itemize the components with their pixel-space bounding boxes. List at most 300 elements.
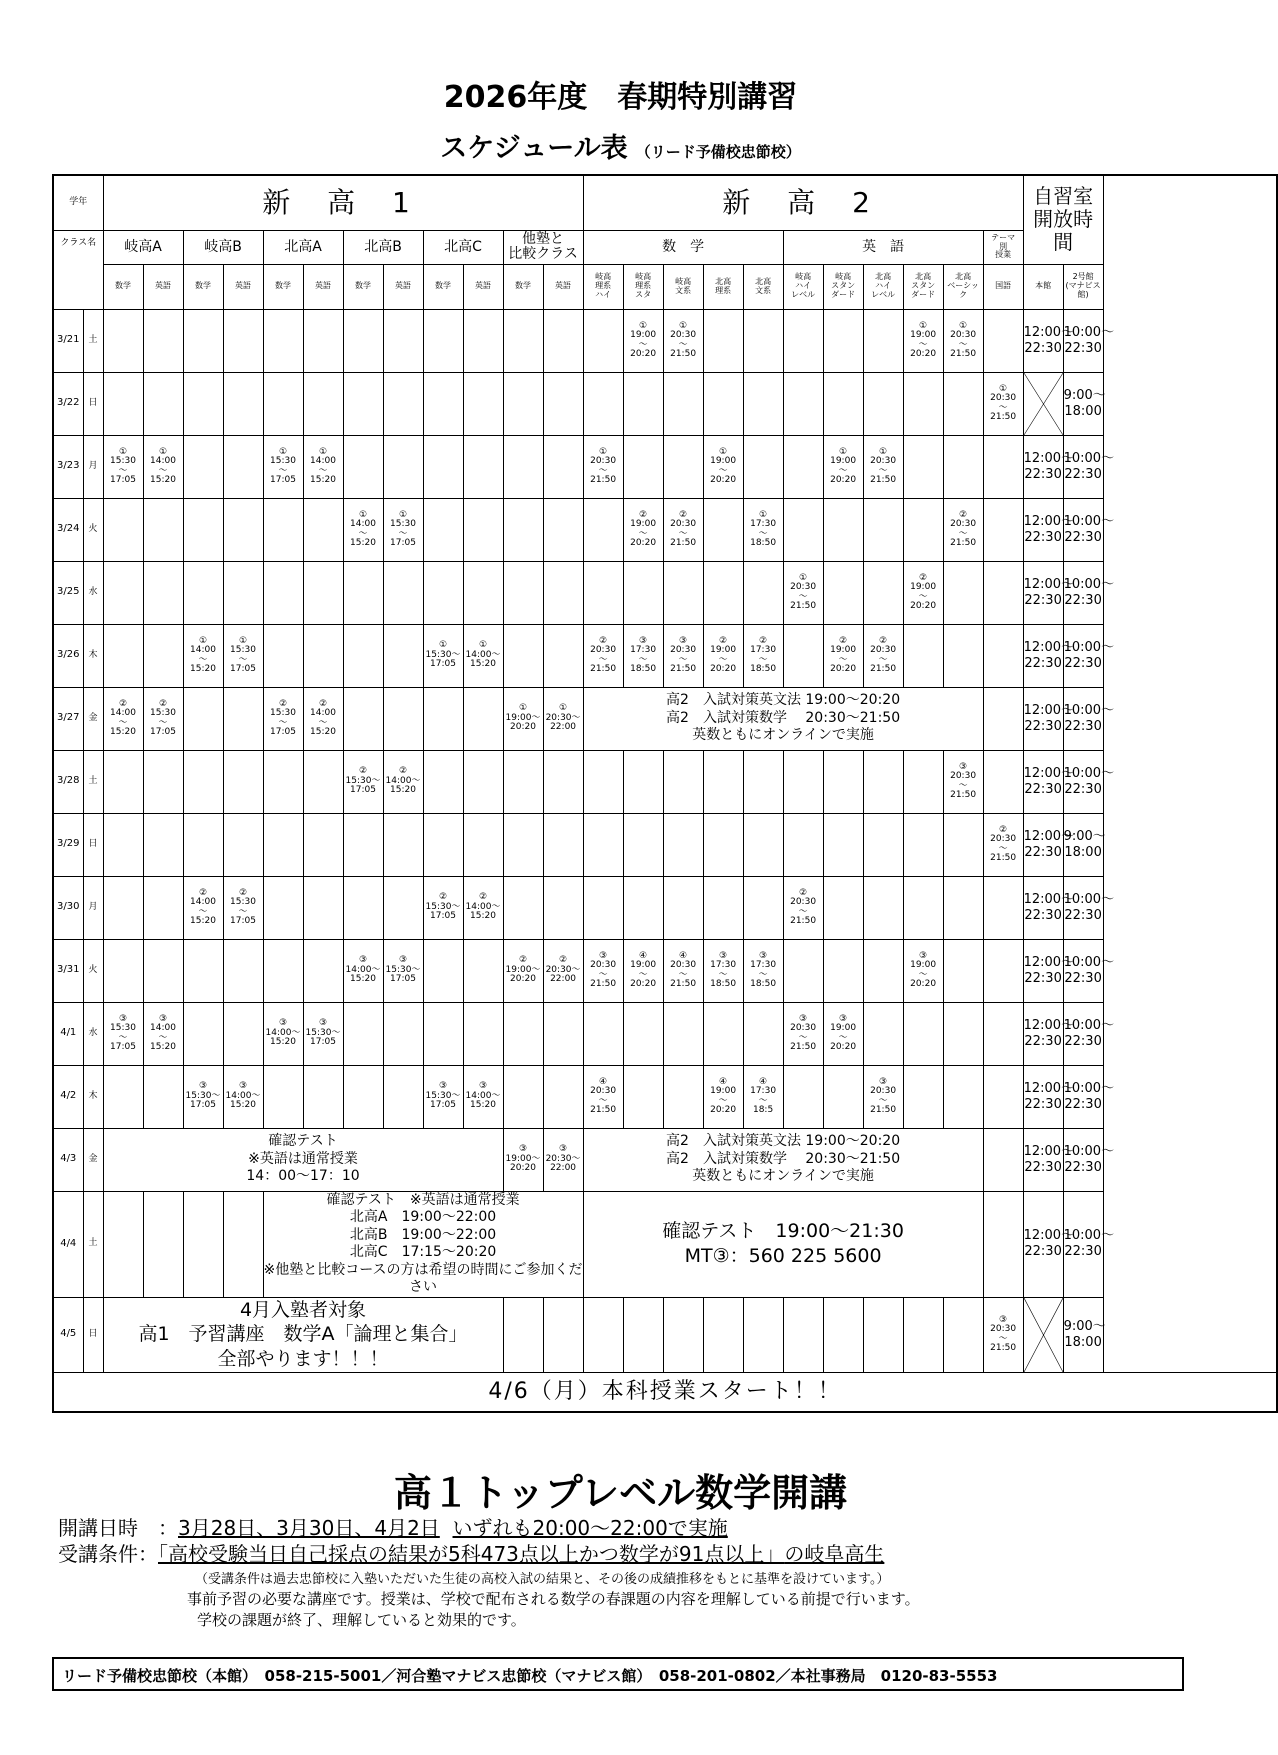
closed-cell	[1023, 1297, 1063, 1372]
theme-sub: 国語	[983, 264, 1023, 309]
schedule-table	[52, 174, 1278, 1413]
promo-date-tail: いずれも20:00〜22:00で実施	[452, 1516, 728, 1540]
kou2-english-sub-2: 北高 ハイ レベル	[863, 264, 903, 309]
empty-cell	[783, 939, 823, 1002]
kou1-prep-course: 4月入塾者対象 高1 予習講座 数学A「論理と集合」 全部やります！！！	[103, 1297, 503, 1372]
empty-cell	[183, 561, 223, 624]
empty-cell	[103, 939, 143, 1002]
empty-cell	[583, 561, 623, 624]
lesson-cell: ② 19:00 〜 20:20	[703, 624, 743, 687]
room-annex-hours: 10:00〜 22:30	[1063, 498, 1103, 561]
empty-cell	[623, 1002, 663, 1065]
row-date: 4/3	[53, 1128, 83, 1191]
subject-math: 数学	[103, 264, 143, 309]
start-banner: 4/6（月）本科授業スタート！！	[53, 1372, 1277, 1412]
empty-cell	[983, 939, 1023, 1002]
lesson-cell: ② 20:30 〜 21:50	[863, 624, 903, 687]
room-main-hours: 12:00〜 22:30	[1023, 498, 1063, 561]
schedule-row	[53, 435, 1277, 498]
subtitle-text: スケジュール表	[440, 133, 628, 164]
empty-cell	[743, 813, 783, 876]
empty-cell	[543, 1002, 583, 1065]
grade-label: 学年	[53, 175, 103, 230]
lesson-cell: ③ 20:30 〜 21:50	[983, 1297, 1023, 1372]
lesson-cell: ② 14:00 〜 15:20	[103, 687, 143, 750]
lesson-cell: ② 15:30 〜 17:05	[143, 687, 183, 750]
lesson-cell: ④ 20:30 〜 21:50	[583, 1065, 623, 1128]
row-weekday: 火	[83, 498, 103, 561]
closed-x-icon	[1024, 373, 1063, 435]
empty-cell	[263, 939, 303, 1002]
empty-cell	[103, 750, 143, 813]
lesson-cell: ④ 19:00 〜 20:20	[703, 1065, 743, 1128]
empty-cell	[223, 687, 263, 750]
empty-cell	[663, 876, 703, 939]
empty-cell	[383, 1002, 423, 1065]
kou2-test-note: 確認テスト 19:00〜21:30 MT③：560 225 5600	[583, 1191, 983, 1297]
footer-contact: リード予備校忠節校（本館） 058-215-5001／河合塾マナビス忠節校（マナビス館） 058-201-0802／本社事務局 0120-83-5553	[52, 1657, 1184, 1691]
empty-cell	[303, 498, 343, 561]
empty-cell	[463, 939, 503, 1002]
start-row	[53, 1372, 1277, 1412]
empty-cell	[783, 309, 823, 372]
empty-cell	[703, 372, 743, 435]
empty-cell	[903, 624, 943, 687]
room-main: 本館	[1023, 264, 1063, 309]
subject-english: 英語	[143, 264, 183, 309]
room-annex-hours: 10:00〜 22:30	[1063, 750, 1103, 813]
empty-cell	[423, 813, 463, 876]
empty-cell	[903, 435, 943, 498]
row-weekday: 日	[83, 1297, 103, 1372]
empty-cell	[143, 372, 183, 435]
empty-cell	[463, 372, 503, 435]
empty-cell	[423, 1002, 463, 1065]
empty-cell	[383, 372, 423, 435]
empty-cell	[903, 1002, 943, 1065]
empty-cell	[983, 624, 1023, 687]
lesson-cell: ③ 14:00 〜 15:20	[143, 1002, 183, 1065]
kou2-english-sub-0: 岐高 ハイ レベル	[783, 264, 823, 309]
empty-cell	[103, 498, 143, 561]
kou1-test-note: 確認テスト ※英語は通常授業 北高A 19:00〜22:00 北高B 19:00〜22:00 北高C 17:15〜20:20 ※他塾と比較コースの方は希望の時間にご参加ください	[263, 1191, 583, 1295]
empty-cell	[503, 498, 543, 561]
schedule-row	[53, 876, 1277, 939]
schedule-row	[53, 1065, 1277, 1128]
empty-cell	[663, 750, 703, 813]
theme-heading: テーマ 別 授業	[983, 230, 1023, 264]
empty-cell	[503, 1065, 543, 1128]
subject-math: 数学	[343, 264, 383, 309]
empty-cell	[623, 813, 663, 876]
lesson-cell: ① 19:00 〜 20:20	[903, 309, 943, 372]
empty-cell	[983, 1128, 1023, 1191]
empty-cell	[383, 624, 423, 687]
kou1-class-2: 北高A	[263, 230, 343, 264]
row-date: 3/29	[53, 813, 83, 876]
header-row-subject	[53, 264, 1277, 309]
empty-cell	[263, 876, 303, 939]
empty-cell	[503, 561, 543, 624]
empty-cell	[743, 1002, 783, 1065]
schedule-row	[53, 750, 1277, 813]
empty-cell	[263, 624, 303, 687]
empty-cell	[783, 624, 823, 687]
row-date: 3/28	[53, 750, 83, 813]
kou2-math-sub-3: 北高 理系	[703, 264, 743, 309]
kou2-english-sub-1: 岐高 スタン ダード	[823, 264, 863, 309]
lesson-cell: ① 14:00〜 15:20	[463, 624, 503, 687]
closed-x-icon	[1024, 1298, 1063, 1372]
subject-english: 英語	[303, 264, 343, 309]
schedule-row	[53, 498, 1277, 561]
empty-cell	[543, 624, 583, 687]
empty-cell	[263, 309, 303, 372]
empty-cell	[863, 813, 903, 876]
subtitle-note: （リード予備校忠節校）	[635, 143, 801, 161]
room-main-hours: 12:00〜 22:30	[1023, 750, 1063, 813]
empty-cell	[783, 435, 823, 498]
room-main-hours: 12:00〜 22:30	[1023, 624, 1063, 687]
lesson-cell: ① 15:30 〜 17:05	[263, 435, 303, 498]
lesson-cell: ② 14:00〜 15:20	[463, 876, 503, 939]
empty-cell	[183, 372, 223, 435]
empty-cell	[503, 435, 543, 498]
lesson-cell: ① 20:30 〜 21:50	[783, 561, 823, 624]
row-date: 3/22	[53, 372, 83, 435]
room-main-hours: 12:00〜 22:30	[1023, 561, 1063, 624]
lesson-cell: ① 14:00 〜 15:20	[183, 624, 223, 687]
empty-cell	[743, 372, 783, 435]
row-date: 3/21	[53, 309, 83, 372]
empty-cell	[183, 939, 223, 1002]
empty-cell	[743, 561, 783, 624]
empty-cell	[303, 1065, 343, 1128]
lesson-cell: ① 20:30〜 22:00	[543, 687, 583, 750]
empty-cell	[263, 372, 303, 435]
empty-cell	[943, 939, 983, 1002]
empty-cell	[423, 309, 463, 372]
empty-cell	[823, 813, 863, 876]
empty-cell	[823, 372, 863, 435]
kou2-heading: 新 高 2	[583, 175, 1023, 230]
lesson-cell: ④ 20:30 〜 21:50	[663, 939, 703, 1002]
empty-cell	[423, 498, 463, 561]
lesson-cell: ③ 17:30 〜 18:50	[623, 624, 663, 687]
lesson-cell: ③ 15:30〜 17:05	[183, 1065, 223, 1128]
lesson-cell: ② 15:30〜 17:05	[343, 750, 383, 813]
room-annex-hours: 10:00〜 22:30	[1063, 876, 1103, 939]
empty-cell	[343, 372, 383, 435]
empty-cell	[263, 1065, 303, 1128]
room-annex-hours: 10:00〜 22:30	[1063, 561, 1103, 624]
empty-cell	[343, 1065, 383, 1128]
promo-date-value: 3月28日、3月30日、4月2日	[178, 1516, 440, 1540]
empty-cell	[823, 1297, 863, 1372]
lesson-cell: ③ 20:30 〜 21:50	[943, 750, 983, 813]
row-date: 3/25	[53, 561, 83, 624]
empty-cell	[863, 372, 903, 435]
empty-cell	[103, 1191, 143, 1297]
kou1-class-4: 北高C	[423, 230, 503, 264]
row-weekday: 土	[83, 309, 103, 372]
empty-cell	[623, 1297, 663, 1372]
lesson-cell: ① 15:30 〜 17:05	[223, 624, 263, 687]
schedule-row	[53, 1191, 1277, 1297]
lesson-cell: ② 20:30 〜 21:50	[583, 624, 623, 687]
row-weekday: 土	[83, 750, 103, 813]
subject-math: 数学	[183, 264, 223, 309]
empty-cell	[743, 1297, 783, 1372]
empty-cell	[423, 750, 463, 813]
empty-cell	[703, 813, 743, 876]
lesson-cell: ④ 19:00 〜 20:20	[623, 939, 663, 1002]
row-weekday: 日	[83, 372, 103, 435]
kou2-english-sub-3: 北高 スタン ダード	[903, 264, 943, 309]
empty-cell	[943, 435, 983, 498]
empty-cell	[743, 876, 783, 939]
room-annex-hours: 10:00〜 22:30	[1063, 939, 1103, 1002]
empty-cell	[823, 309, 863, 372]
room-annex-hours: 10:00〜 22:30	[1063, 687, 1103, 750]
schedule-row	[53, 813, 1277, 876]
lesson-cell: ① 20:30 〜 21:50	[583, 435, 623, 498]
empty-cell	[543, 1297, 583, 1372]
empty-cell	[943, 1065, 983, 1128]
promo-note-3: 学校の課題が終了、理解していると効果的です。	[197, 1611, 526, 1629]
kou2-english-heading: 英 語	[783, 230, 983, 264]
empty-cell	[423, 435, 463, 498]
subject-english: 英語	[463, 264, 503, 309]
empty-cell	[383, 813, 423, 876]
empty-cell	[783, 498, 823, 561]
empty-cell	[423, 939, 463, 1002]
empty-cell	[663, 372, 703, 435]
empty-cell	[143, 813, 183, 876]
kou2-math-sub-0: 岐高 理系 ハイ	[583, 264, 623, 309]
lesson-cell: ① 14:00 〜 15:20	[303, 435, 343, 498]
empty-cell	[943, 372, 983, 435]
empty-cell	[183, 813, 223, 876]
lesson-cell: ③ 19:00〜 20:20	[503, 1128, 543, 1191]
subject-english: 英語	[543, 264, 583, 309]
empty-cell	[383, 561, 423, 624]
lesson-cell: ③ 20:30 〜 21:50	[783, 1002, 823, 1065]
empty-cell	[583, 309, 623, 372]
empty-cell	[103, 1065, 143, 1128]
promo-note-1: （受講条件は過去忠節校に入塾いただいた生徒の高校入試の結果と、その後の成績推移をもとに基準を設けています。）	[195, 1572, 890, 1587]
empty-cell	[503, 624, 543, 687]
lesson-cell: ③ 20:30 〜 21:50	[863, 1065, 903, 1128]
lesson-cell: ③ 15:30〜 17:05	[423, 1065, 463, 1128]
row-date: 4/5	[53, 1297, 83, 1372]
empty-cell	[383, 309, 423, 372]
lesson-cell: ② 20:30〜 22:00	[543, 939, 583, 1002]
lesson-cell: ③ 14:00〜 15:20	[263, 1002, 303, 1065]
subject-math: 数学	[503, 264, 543, 309]
page-title: 2026年度 春期特別講習	[443, 80, 798, 115]
empty-cell	[303, 372, 343, 435]
empty-cell	[223, 309, 263, 372]
empty-cell	[263, 561, 303, 624]
lesson-cell: ① 20:30 〜 21:50	[943, 309, 983, 372]
subject-english: 英語	[383, 264, 423, 309]
empty-cell	[863, 939, 903, 1002]
empty-cell	[783, 750, 823, 813]
room-annex-hours: 10:00〜 22:30	[1063, 435, 1103, 498]
empty-cell	[703, 498, 743, 561]
study-room-heading: 自習室 開放時間	[1023, 175, 1103, 264]
empty-cell	[583, 876, 623, 939]
row-weekday: 金	[83, 687, 103, 750]
promo-date-label: 開講日時 ：	[58, 1516, 178, 1540]
empty-cell	[383, 1065, 423, 1128]
room-main-hours: 12:00〜 22:30	[1023, 1002, 1063, 1065]
lesson-cell: ① 19:00〜 20:20	[503, 687, 543, 750]
lesson-cell: ④ 17:30 〜 18:5	[743, 1065, 783, 1128]
lesson-cell: ③ 20:30 〜 21:50	[663, 624, 703, 687]
kou1-test-note: 確認テスト ※英語は通常授業 14：00〜17：10	[103, 1128, 503, 1191]
empty-cell	[463, 435, 503, 498]
empty-cell	[223, 372, 263, 435]
empty-cell	[543, 435, 583, 498]
empty-cell	[383, 435, 423, 498]
empty-cell	[103, 372, 143, 435]
row-weekday: 月	[83, 435, 103, 498]
empty-cell	[623, 372, 663, 435]
empty-cell	[823, 561, 863, 624]
empty-cell	[503, 876, 543, 939]
lesson-cell: ① 14:00 〜 15:20	[143, 435, 183, 498]
empty-cell	[183, 309, 223, 372]
lesson-cell: ② 20:30 〜 21:50	[663, 498, 703, 561]
page-subtitle	[0, 126, 1241, 165]
empty-cell	[703, 309, 743, 372]
lesson-cell: ① 19:00 〜 20:20	[623, 309, 663, 372]
empty-cell	[223, 435, 263, 498]
room-main-hours: 12:00〜 22:30	[1023, 435, 1063, 498]
empty-cell	[623, 435, 663, 498]
lesson-cell: ② 19:00 〜 20:20	[903, 561, 943, 624]
lesson-cell: ① 20:30 〜 21:50	[663, 309, 703, 372]
empty-cell	[503, 1297, 543, 1372]
schedule-row	[53, 624, 1277, 687]
empty-cell	[743, 309, 783, 372]
lesson-cell: ③ 20:30〜 22:00	[543, 1128, 583, 1191]
empty-cell	[303, 624, 343, 687]
empty-cell	[663, 813, 703, 876]
lesson-cell: ① 14:00 〜 15:20	[343, 498, 383, 561]
empty-cell	[223, 1191, 263, 1297]
empty-cell	[703, 1297, 743, 1372]
subject-math: 数学	[423, 264, 463, 309]
promo-note-2: 事前予習の必要な講座です。授業は、学校で配布される数学の春課題の内容を理解している前提で行います。	[187, 1590, 920, 1608]
subject-english: 英語	[223, 264, 263, 309]
empty-cell	[863, 1002, 903, 1065]
schedule-row	[53, 561, 1277, 624]
empty-cell	[463, 687, 503, 750]
empty-cell	[423, 372, 463, 435]
lesson-cell: ② 15:30 〜 17:05	[263, 687, 303, 750]
schedule-row	[53, 939, 1277, 1002]
empty-cell	[543, 309, 583, 372]
empty-cell	[463, 813, 503, 876]
lesson-cell: ③ 14:00〜 15:20	[463, 1065, 503, 1128]
empty-cell	[823, 750, 863, 813]
room-main-hours: 12:00〜 22:30	[1023, 309, 1063, 372]
room-main-hours: 12:00〜 22:30	[1023, 1128, 1063, 1191]
empty-cell	[943, 1297, 983, 1372]
empty-cell	[303, 876, 343, 939]
empty-cell	[463, 498, 503, 561]
kou2-math-sub-4: 北高 文系	[743, 264, 783, 309]
row-date: 3/30	[53, 876, 83, 939]
promo-date-line	[58, 1512, 728, 1541]
room-main-hours: 12:00〜 22:30	[1023, 1191, 1063, 1297]
empty-cell	[983, 435, 1023, 498]
empty-cell	[983, 1065, 1023, 1128]
empty-cell	[663, 1065, 703, 1128]
empty-cell	[303, 750, 343, 813]
empty-cell	[663, 435, 703, 498]
empty-cell	[183, 498, 223, 561]
empty-cell	[903, 876, 943, 939]
empty-cell	[983, 687, 1023, 750]
empty-cell	[983, 561, 1023, 624]
row-date: 3/31	[53, 939, 83, 1002]
row-weekday: 日	[83, 813, 103, 876]
empty-cell	[903, 372, 943, 435]
empty-cell	[583, 1002, 623, 1065]
lesson-cell: ③ 14:00〜 15:20	[223, 1065, 263, 1128]
empty-cell	[543, 561, 583, 624]
empty-cell	[343, 435, 383, 498]
empty-cell	[143, 939, 183, 1002]
empty-cell	[823, 498, 863, 561]
kou2-online-note: 高2 入試対策英文法 19:00〜20:20 高2 入試対策数学 20:30〜21:50 英数ともにオンラインで実施	[583, 687, 983, 750]
empty-cell	[943, 1002, 983, 1065]
room-main-hours: 12:00〜 22:30	[1023, 687, 1063, 750]
empty-cell	[463, 1002, 503, 1065]
kou2-english-sub-4: 北高 ベーシック	[943, 264, 983, 309]
room-main-hours: 12:00〜 22:30	[1023, 813, 1063, 876]
empty-cell	[983, 1002, 1023, 1065]
empty-cell	[263, 813, 303, 876]
empty-cell	[343, 561, 383, 624]
empty-cell	[943, 876, 983, 939]
empty-cell	[703, 750, 743, 813]
room-annex-hours: 10:00〜 22:30	[1063, 1002, 1103, 1065]
row-date: 3/23	[53, 435, 83, 498]
empty-cell	[943, 813, 983, 876]
empty-cell	[583, 1297, 623, 1372]
empty-cell	[983, 1191, 1023, 1297]
empty-cell	[343, 813, 383, 876]
empty-cell	[303, 309, 343, 372]
empty-cell	[543, 750, 583, 813]
empty-cell	[823, 876, 863, 939]
class-label: クラス名	[53, 230, 103, 309]
lesson-cell: ② 14:00 〜 15:20	[303, 687, 343, 750]
room-annex-hours: 10:00〜 22:30	[1063, 1191, 1103, 1297]
lesson-cell: ② 15:30 〜 17:05	[223, 876, 263, 939]
row-date: 3/24	[53, 498, 83, 561]
lesson-cell: ① 17:30 〜 18:50	[743, 498, 783, 561]
empty-cell	[543, 498, 583, 561]
lesson-cell: ③ 20:30 〜 21:50	[583, 939, 623, 1002]
empty-cell	[503, 309, 543, 372]
row-weekday: 月	[83, 876, 103, 939]
